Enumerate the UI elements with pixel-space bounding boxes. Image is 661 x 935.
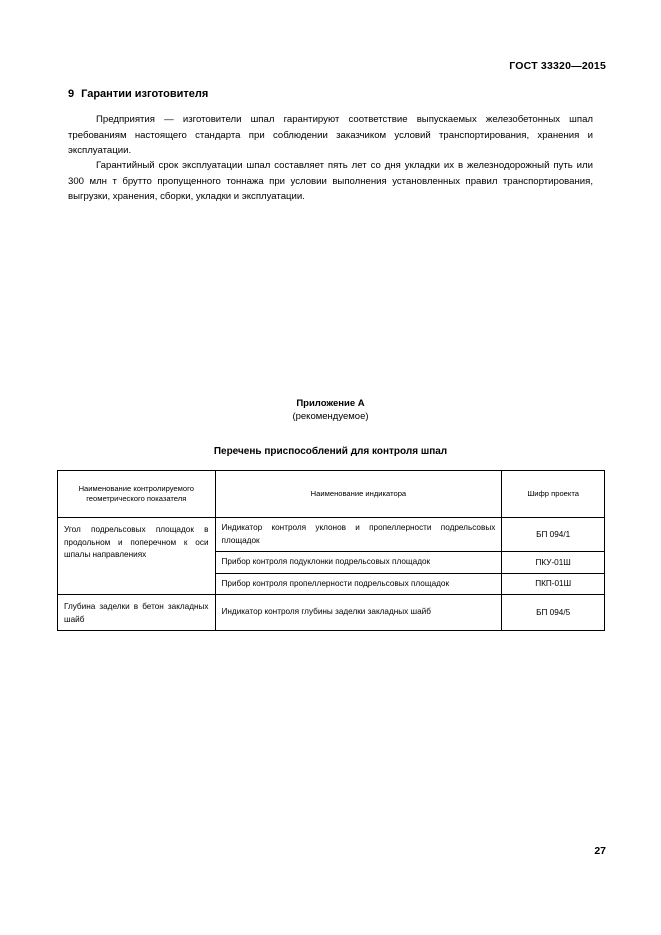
paragraph-2: Гарантийный срок эксплуатации шпал составляет пять лет со дня укладки их в железнодорожный путь или 300 млн т брутто пропущенного тоннажа при условии выполнения установленных правил транспортирования, выгрузки, хранения, сборки, укладки и эксплуатации. — [68, 160, 593, 203]
cell-code: БП 094/1 — [502, 518, 605, 552]
cell-indicator: Индикатор контроля уклонов и пропеллерности подрельсовых площадок — [215, 518, 502, 552]
table-header-code: Шифр проекта — [502, 471, 605, 518]
section-number: 9 — [68, 88, 75, 100]
table-header-row — [58, 471, 605, 518]
cell-indicator: Прибор контроля подуклонки подрельсовых площадок — [215, 552, 502, 574]
page-title — [68, 88, 208, 100]
table-row — [58, 518, 605, 552]
paragraph-1: Предприятия — изготовители шпал гарантируют соответствие выпускаемых железобетонных шпал требованиям настоящего стандарта при соблюдении заказчиком условий транспортирования, хранения и эксплуатации. — [68, 114, 593, 157]
cell-code: ПКУ-01Ш — [502, 552, 605, 574]
table-caption: Перечень приспособлений для контроля шпал — [213, 446, 448, 457]
cell-indicator: Индикатор контроля глубины заделки закладных шайб — [215, 595, 502, 631]
table-header-parameter: Наименование контролируемого геометрического показателя — [58, 471, 216, 518]
section-heading-text: Гарантии изготовителя — [81, 88, 209, 100]
cell-code: ПКП-01Ш — [502, 573, 605, 595]
appendix-title: Приложение А — [296, 398, 365, 409]
cell-indicator: Прибор контроля пропеллерности подрельсовых площадок — [215, 573, 502, 595]
cell-code: БП 094/5 — [502, 595, 605, 631]
appendix-subtitle: (рекомендуемое) — [292, 411, 369, 422]
cell-parameter: Глубина заделки в бетон закладных шайб — [58, 595, 216, 631]
devices-table — [57, 470, 605, 631]
cell-parameter: Угол подрельсовых площадок в продольном и поперечном к оси шпалы направлениях — [58, 518, 216, 595]
page-number: 27 — [594, 845, 606, 857]
table-header-indicator: Наименование индикатора — [215, 471, 502, 518]
standard-header: ГОСТ 33320—2015 — [509, 60, 606, 72]
table-row — [58, 595, 605, 631]
